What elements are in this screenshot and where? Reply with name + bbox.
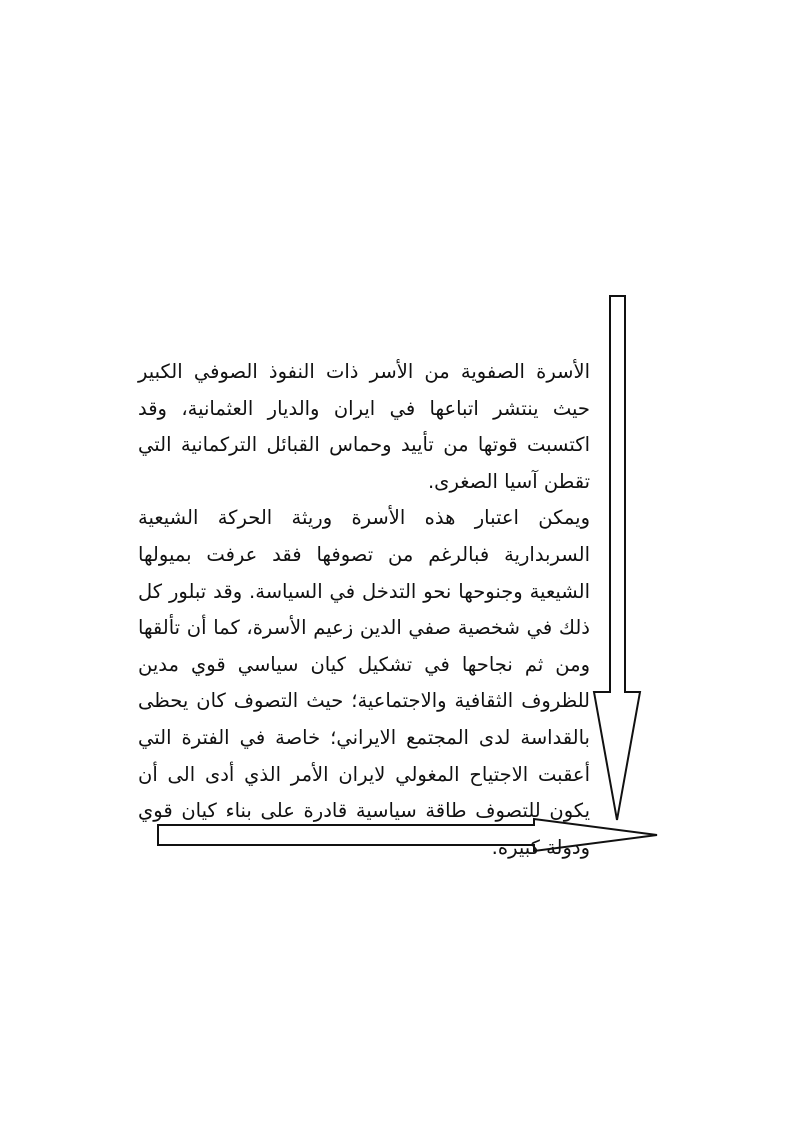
down-arrow-icon [594, 296, 640, 820]
paragraph-2: ويمكن اعتبار هذه الأسرة وريثة الحركة الشيعية السربدارية فبالرغم من تصوفها فقد عرفت بميولها الشيعية وجنوحها نحو التدخل في السياسة. وقد تبلور كل ذلك في شخصية صفي الدين زعيم الأسرة، كما أن تألقها ومن ثم نجاحها في تشكيل كيان سياسي قوي مدين للظروف الثقافية والاجتماعية؛ حيث التصوف كان يحظى بالقداسة لدى المجتمع الايراني؛ خاصة في الفترة التي أعقبت الاجتياح المغولي لايران الأمر الذي أدى الى أن يكون للتصوف طاقة سياسية قادرة على بناء كيان قوي ودولة كبيرة. [138, 506, 590, 859]
body-text [138, 354, 590, 866]
paragraph-1: الأسرة الصفوية من الأسر ذات النفوذ الصوفي الكبير حيث ينتشر اتباعها في ايران والديار العثمانية، وقد اكتسبت قوتها من تأييد وحماس القبائل التركمانية التي تقطن آسيا الصغرى. [138, 360, 590, 493]
